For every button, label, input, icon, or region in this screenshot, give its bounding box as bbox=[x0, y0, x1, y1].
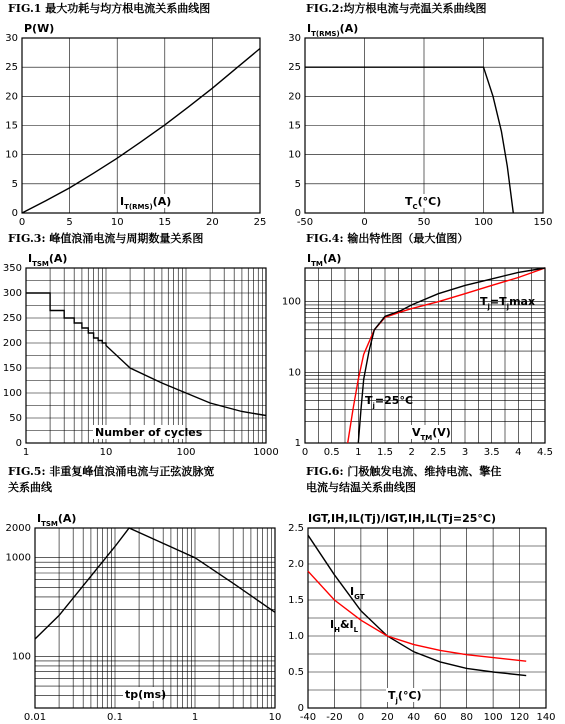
x-tick-label: 1.5 bbox=[377, 447, 393, 458]
y-tick-label: 25 bbox=[5, 62, 18, 74]
chart-title: FIG.4: 输出特性图（最大值图） bbox=[306, 232, 469, 245]
series-line bbox=[35, 528, 275, 639]
x-tick-label: 0 bbox=[357, 712, 365, 723]
x-tick-label: 100 bbox=[473, 217, 494, 228]
chart-2 bbox=[288, 1, 552, 228]
x-tick-label: 5 bbox=[66, 217, 73, 228]
x-tick-label: 40 bbox=[407, 712, 421, 723]
y-tick-label: 10 bbox=[288, 149, 301, 161]
y-tick-label: 5 bbox=[294, 178, 301, 190]
x-tick-label: 100 bbox=[483, 712, 503, 723]
chart-3 bbox=[3, 231, 279, 458]
y-tick-label: 2.0 bbox=[288, 559, 304, 570]
x-tick-label: 1 bbox=[22, 447, 30, 458]
y-tick-label: 0.5 bbox=[288, 667, 304, 678]
x-tick-label: 20 bbox=[380, 712, 394, 723]
x-tick-label: 3 bbox=[461, 447, 469, 458]
x-tick-label: 1 bbox=[191, 712, 199, 723]
x-tick-label: 100 bbox=[176, 447, 196, 458]
chart-1 bbox=[5, 1, 266, 228]
chart-title-line2: 关系曲线 bbox=[8, 481, 52, 494]
y-tick-label: 2.5 bbox=[288, 523, 304, 534]
y-axis-label: P(W) bbox=[24, 22, 55, 35]
x-axis-label: $T_j(^\circ C)$ bbox=[388, 689, 422, 705]
y-tick-label: 150 bbox=[2, 363, 22, 374]
chart-4 bbox=[282, 231, 553, 458]
x-tick-label: 1 bbox=[355, 447, 362, 458]
series-line bbox=[305, 67, 513, 213]
y-axis-label: IGT,IH,IL(Tj)/IGT,IH,IL(Tj=25°C) bbox=[308, 512, 497, 525]
y-axis-label: $I_{TSM}(A)$ bbox=[28, 252, 68, 268]
series-line bbox=[22, 49, 260, 214]
series-annotation: $I_{GT}$ bbox=[350, 585, 365, 601]
y-tick-label: 15 bbox=[288, 120, 301, 132]
x-tick-label: 140 bbox=[536, 712, 556, 723]
y-tick-label: 100 bbox=[11, 651, 31, 663]
y-tick-label: 0 bbox=[15, 438, 22, 449]
chart-title: FIG.6: 门极触发电流、维持电流、擎住 bbox=[306, 465, 502, 478]
x-tick-label: 0 bbox=[361, 217, 368, 228]
x-tick-label: 20 bbox=[206, 217, 219, 228]
series-annotation: $I_H\&I_L$ bbox=[330, 618, 359, 634]
y-tick-label: 1000 bbox=[5, 552, 31, 564]
x-tick-label: 10 bbox=[268, 712, 282, 723]
x-tick-label: 0.1 bbox=[107, 712, 123, 723]
x-axis-label: $V_{TM}(V)$ bbox=[412, 426, 451, 442]
x-tick-label: 25 bbox=[253, 217, 267, 228]
chart-6 bbox=[288, 464, 555, 723]
y-tick-label: 30 bbox=[5, 33, 18, 44]
chart-title: FIG.1 最大功耗与均方根电流关系曲线图 bbox=[8, 2, 211, 15]
x-tick-label: 120 bbox=[510, 712, 530, 723]
chart-title-line2: 电流与结温关系曲线图 bbox=[306, 481, 416, 494]
x-tick-label: 2.5 bbox=[430, 447, 447, 458]
series-line bbox=[26, 293, 266, 416]
y-tick-label: 10 bbox=[5, 149, 18, 161]
x-tick-label: 0 bbox=[301, 447, 309, 458]
x-tick-label: 0 bbox=[18, 217, 26, 228]
x-tick-label: 0.5 bbox=[323, 447, 340, 458]
x-tick-label: 2 bbox=[408, 447, 415, 458]
x-tick-label: -20 bbox=[326, 712, 343, 723]
x-tick-label: 50 bbox=[417, 217, 431, 228]
series-annotation: $T_j=T_j\max$ bbox=[480, 295, 536, 311]
x-tick-label: 4.5 bbox=[537, 447, 553, 458]
x-tick-label: 15 bbox=[158, 217, 172, 228]
y-tick-label: 100 bbox=[2, 388, 22, 399]
chart-5 bbox=[6, 464, 282, 723]
x-tick-label: 80 bbox=[460, 712, 474, 723]
x-tick-label: -50 bbox=[296, 217, 314, 228]
y-tick-label: 20 bbox=[288, 91, 301, 103]
grid bbox=[305, 38, 543, 213]
y-tick-label: 15 bbox=[5, 120, 18, 132]
y-tick-label: 25 bbox=[288, 62, 301, 74]
x-axis-label: tp(ms) bbox=[125, 688, 167, 701]
y-tick-label: 250 bbox=[2, 313, 22, 324]
grid bbox=[35, 528, 275, 708]
y-tick-label: 0 bbox=[294, 208, 301, 219]
x-axis-label: Number of cycles bbox=[95, 426, 203, 439]
x-tick-label: 0.01 bbox=[23, 712, 47, 723]
x-axis-label: $I_{T(RMS)}(A)$ bbox=[120, 195, 172, 211]
y-tick-label: 1.0 bbox=[288, 631, 304, 642]
y-tick-label: 50 bbox=[9, 413, 22, 424]
y-tick-label: 1 bbox=[294, 438, 301, 449]
y-tick-label: 350 bbox=[2, 263, 22, 274]
y-axis-label: $I_{T(RMS)}(A)$ bbox=[307, 22, 359, 38]
y-tick-label: 200 bbox=[2, 338, 22, 349]
y-tick-label: 0 bbox=[11, 208, 18, 219]
chart-title: FIG.3: 峰值浪涌电流与周期数量关系图 bbox=[8, 232, 204, 245]
x-axis-label: $T_C(^\circ C)$ bbox=[405, 195, 442, 211]
y-tick-label: 20 bbox=[5, 91, 18, 103]
x-tick-label: 4 bbox=[515, 447, 522, 458]
plot-frame bbox=[35, 528, 275, 708]
y-tick-label: 30 bbox=[288, 33, 301, 44]
x-tick-label: 1000 bbox=[253, 447, 279, 458]
y-tick-label: 100 bbox=[281, 296, 301, 308]
y-tick-label: 2000 bbox=[5, 523, 31, 534]
chart-title: FIG.2:均方根电流与壳温关系曲线图 bbox=[306, 2, 487, 15]
x-tick-label: 3.5 bbox=[483, 447, 500, 458]
y-tick-label: 1.5 bbox=[288, 595, 304, 606]
chart-title: FIG.5: 非重复峰值浪涌电流与正弦波脉宽 bbox=[8, 465, 215, 478]
grid bbox=[26, 268, 266, 443]
y-axis-label: $I_{TSM}(A)$ bbox=[37, 512, 77, 528]
x-tick-label: -40 bbox=[299, 712, 317, 723]
y-tick-label: 5 bbox=[11, 178, 18, 190]
x-tick-label: 10 bbox=[110, 217, 124, 228]
y-axis-label: $I_{TM}(A)$ bbox=[307, 252, 342, 268]
y-tick-label: 10 bbox=[288, 367, 301, 379]
x-tick-label: 60 bbox=[433, 712, 447, 723]
x-tick-label: 150 bbox=[533, 217, 553, 228]
y-tick-label: 300 bbox=[2, 288, 22, 299]
y-tick-label: 0 bbox=[297, 703, 304, 714]
series-annotation: $T_j=25^\circ C$ bbox=[365, 394, 414, 410]
series-line bbox=[308, 571, 526, 661]
grid bbox=[22, 38, 260, 213]
x-tick-label: 10 bbox=[99, 447, 113, 458]
